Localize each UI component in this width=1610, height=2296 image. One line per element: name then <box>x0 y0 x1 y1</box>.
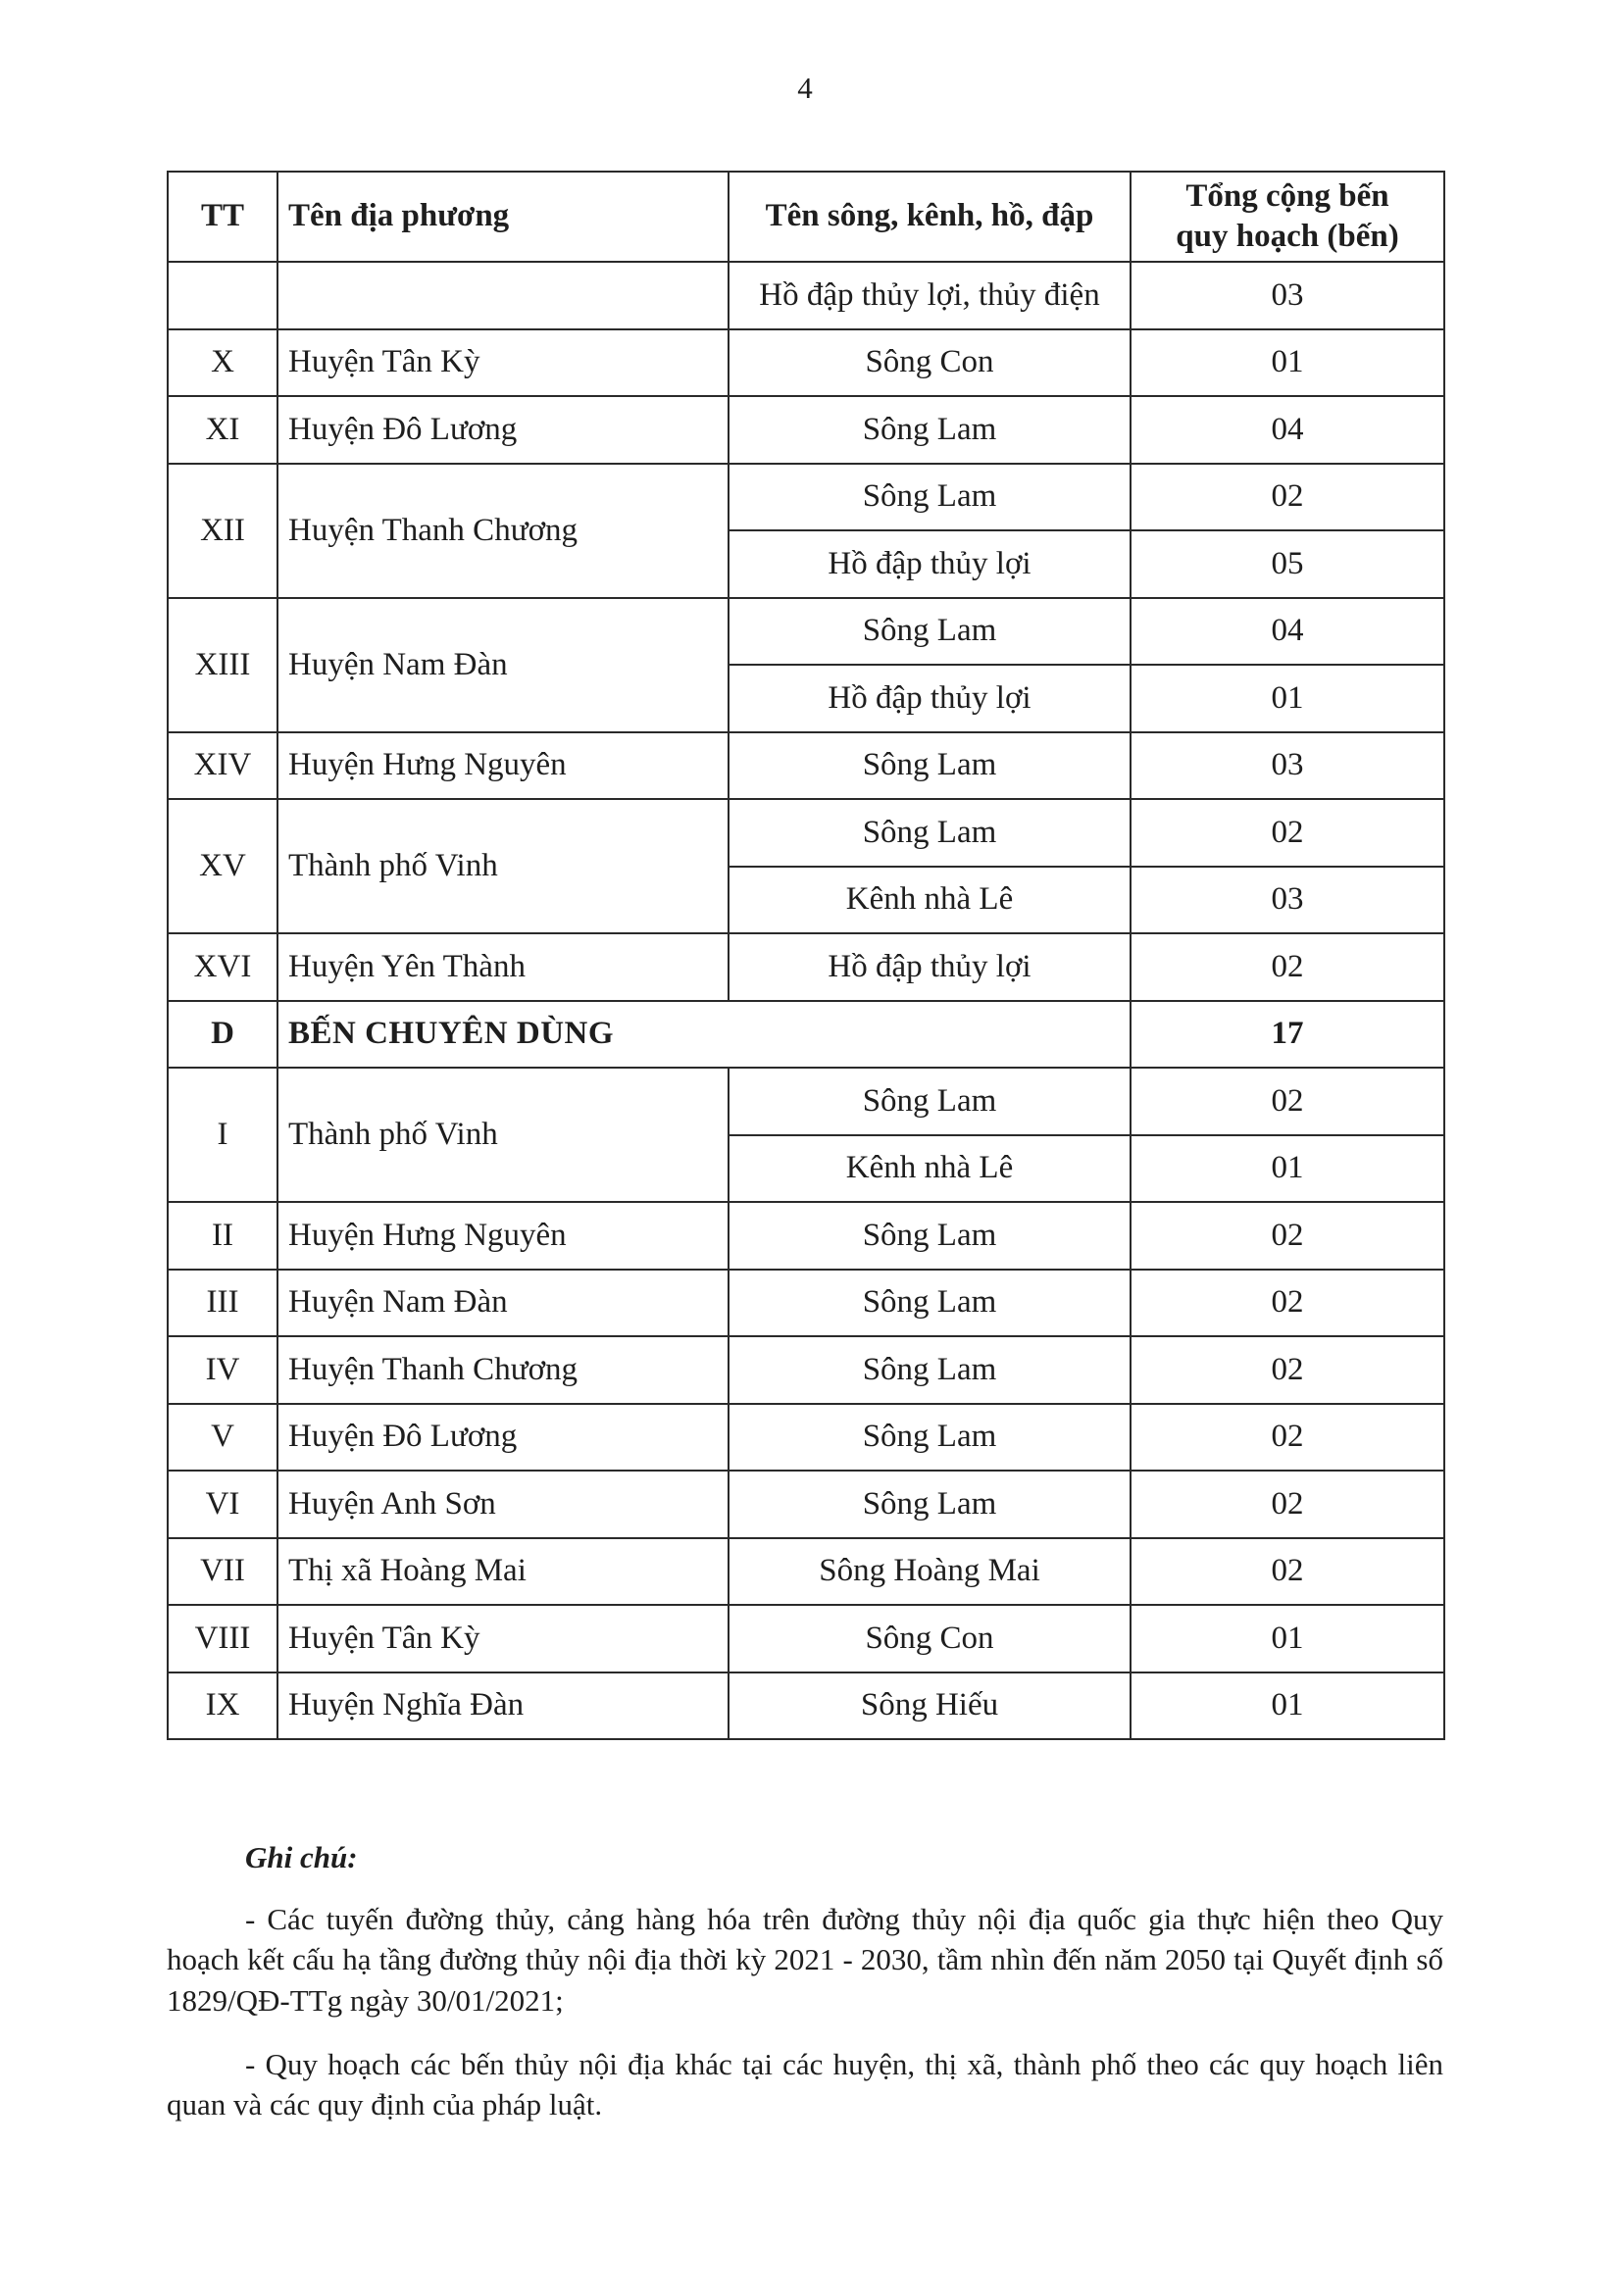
row-tt: XV <box>168 799 277 933</box>
table-row <box>168 1270 1444 1337</box>
row-locality: Huyện Nam Đàn <box>277 598 729 732</box>
row-locality: Huyện Thanh Chương <box>277 1336 729 1404</box>
row-waterway: Sông Hiếu <box>729 1672 1131 1740</box>
row-waterway: Kênh nhà Lê <box>729 1135 1131 1203</box>
table-row <box>168 799 1444 867</box>
row-waterway: Sông Con <box>729 1605 1131 1672</box>
row-locality: Thị xã Hoàng Mai <box>277 1538 729 1606</box>
table-row <box>168 1538 1444 1606</box>
table-row <box>168 329 1444 397</box>
page-number: 4 <box>797 71 813 105</box>
row-total: 05 <box>1131 530 1444 598</box>
row-locality: Huyện Nam Đàn <box>277 1270 729 1337</box>
table-row <box>168 464 1444 531</box>
group-tt: D <box>168 1001 277 1069</box>
row-tt: XIII <box>168 598 277 732</box>
row-waterway: Hồ đập thủy lợi <box>729 665 1131 732</box>
table-row <box>168 1336 1444 1404</box>
header-total-line2: quy hoạch (bến) <box>1176 219 1399 254</box>
row-waterway: Sông Lam <box>729 598 1131 666</box>
row-tt: XI <box>168 396 277 464</box>
row-waterway: Sông Lam <box>729 396 1131 464</box>
row-tt: XVI <box>168 933 277 1001</box>
row-tt: I <box>168 1068 277 1202</box>
row-total: 02 <box>1131 464 1444 531</box>
row-total: 01 <box>1131 329 1444 397</box>
row-tt: XII <box>168 464 277 598</box>
row-tt: IX <box>168 1672 277 1740</box>
row-waterway: Sông Lam <box>729 1336 1131 1404</box>
row-locality: Huyện Nghĩa Đàn <box>277 1672 729 1740</box>
row-total: 02 <box>1131 799 1444 867</box>
header-total-line1: Tổng cộng bến <box>1185 177 1389 214</box>
row-locality: Huyện Tân Kỳ <box>277 329 729 397</box>
row-total: 02 <box>1131 1336 1444 1404</box>
row-locality: Huyện Anh Sơn <box>277 1471 729 1538</box>
table-group-row <box>168 1001 1444 1069</box>
table-row <box>168 598 1444 666</box>
table-row <box>168 1672 1444 1740</box>
row-locality: Huyện Hưng Nguyên <box>277 1202 729 1270</box>
group-total: 17 <box>1131 1001 1444 1069</box>
row-locality: Huyện Yên Thành <box>277 933 729 1001</box>
row-total: 02 <box>1131 1538 1444 1606</box>
row-waterway: Sông Lam <box>729 1471 1131 1538</box>
row-waterway: Sông Lam <box>729 1202 1131 1270</box>
row-locality: Huyện Đô Lương <box>277 1404 729 1472</box>
row-tt: II <box>168 1202 277 1270</box>
row-locality: Huyện Đô Lương <box>277 396 729 464</box>
row-waterway: Sông Lam <box>729 1404 1131 1472</box>
row-waterway: Sông Lam <box>729 732 1131 800</box>
row-tt: X <box>168 329 277 397</box>
table-row <box>168 1605 1444 1672</box>
row-waterway: Sông Lam <box>729 1068 1131 1135</box>
table-row <box>168 262 1444 329</box>
header-waterway: Tên sông, kênh, hồ, đập <box>729 172 1131 262</box>
row-tt: VIII <box>168 1605 277 1672</box>
row-tt: VI <box>168 1471 277 1538</box>
row-total: 01 <box>1131 1672 1444 1740</box>
row-tt: IV <box>168 1336 277 1404</box>
row-total: 02 <box>1131 1404 1444 1472</box>
row-total: 02 <box>1131 1068 1444 1135</box>
row-waterway: Sông Lam <box>729 464 1131 531</box>
row-locality: Thành phố Vinh <box>277 799 729 933</box>
row-total: 01 <box>1131 1135 1444 1203</box>
notes-section <box>167 1837 1443 2148</box>
row-total: 04 <box>1131 396 1444 464</box>
row-waterway: Hồ đập thủy lợi, thủy điện <box>729 262 1131 329</box>
row-locality: Thành phố Vinh <box>277 1068 729 1202</box>
row-locality: Huyện Thanh Chương <box>277 464 729 598</box>
table-header-row <box>168 172 1444 262</box>
row-locality: Huyện Tân Kỳ <box>277 1605 729 1672</box>
table-row <box>168 1068 1444 1135</box>
row-total: 04 <box>1131 598 1444 666</box>
row-waterway: Sông Hoàng Mai <box>729 1538 1131 1606</box>
group-title: BẾN CHUYÊN DÙNG <box>277 1001 1131 1069</box>
notes-title: Ghi chú: <box>245 1840 358 1874</box>
row-tt: V <box>168 1404 277 1472</box>
planning-table <box>167 171 1445 1740</box>
row-tt <box>168 262 277 329</box>
table-row <box>168 933 1444 1001</box>
row-total: 02 <box>1131 1471 1444 1538</box>
row-total: 03 <box>1131 732 1444 800</box>
row-total: 02 <box>1131 1202 1444 1270</box>
row-waterway: Hồ đập thủy lợi <box>729 530 1131 598</box>
header-total <box>1131 172 1444 262</box>
table-row <box>168 1202 1444 1270</box>
row-waterway: Kênh nhà Lê <box>729 867 1131 934</box>
row-total: 03 <box>1131 262 1444 329</box>
table-row <box>168 732 1444 800</box>
row-tt: VII <box>168 1538 277 1606</box>
table-row <box>168 1471 1444 1538</box>
row-locality: Huyện Hưng Nguyên <box>277 732 729 800</box>
row-locality <box>277 262 729 329</box>
row-total: 03 <box>1131 867 1444 934</box>
row-tt: XIV <box>168 732 277 800</box>
note-item: - Quy hoạch các bến thủy nội địa khác tại các huyện, thị xã, thành phố theo các quy hoạch liên quan và các quy định của pháp luật. <box>167 2046 1443 2122</box>
row-total: 02 <box>1131 933 1444 1001</box>
row-waterway: Sông Con <box>729 329 1131 397</box>
row-waterway: Sông Lam <box>729 1270 1131 1337</box>
row-total: 01 <box>1131 665 1444 732</box>
header-locality: Tên địa phương <box>277 172 729 262</box>
header-tt: TT <box>168 172 277 262</box>
row-waterway: Sông Lam <box>729 799 1131 867</box>
row-total: 01 <box>1131 1605 1444 1672</box>
table-row <box>168 1404 1444 1472</box>
table-row <box>168 396 1444 464</box>
row-tt: III <box>168 1270 277 1337</box>
row-total: 02 <box>1131 1270 1444 1337</box>
row-waterway: Hồ đập thủy lợi <box>729 933 1131 1001</box>
note-item: - Các tuyến đường thủy, cảng hàng hóa trên đường thủy nội địa quốc gia thực hiện theo Quy hoạch kết cấu hạ tầng đường thủy nội địa thời kỳ 2021 - 2030, tầm nhìn đến năm 2050 tại Quyết định số 1829/QĐ-TTg ngày 30/01/2021; <box>167 1902 1443 2018</box>
